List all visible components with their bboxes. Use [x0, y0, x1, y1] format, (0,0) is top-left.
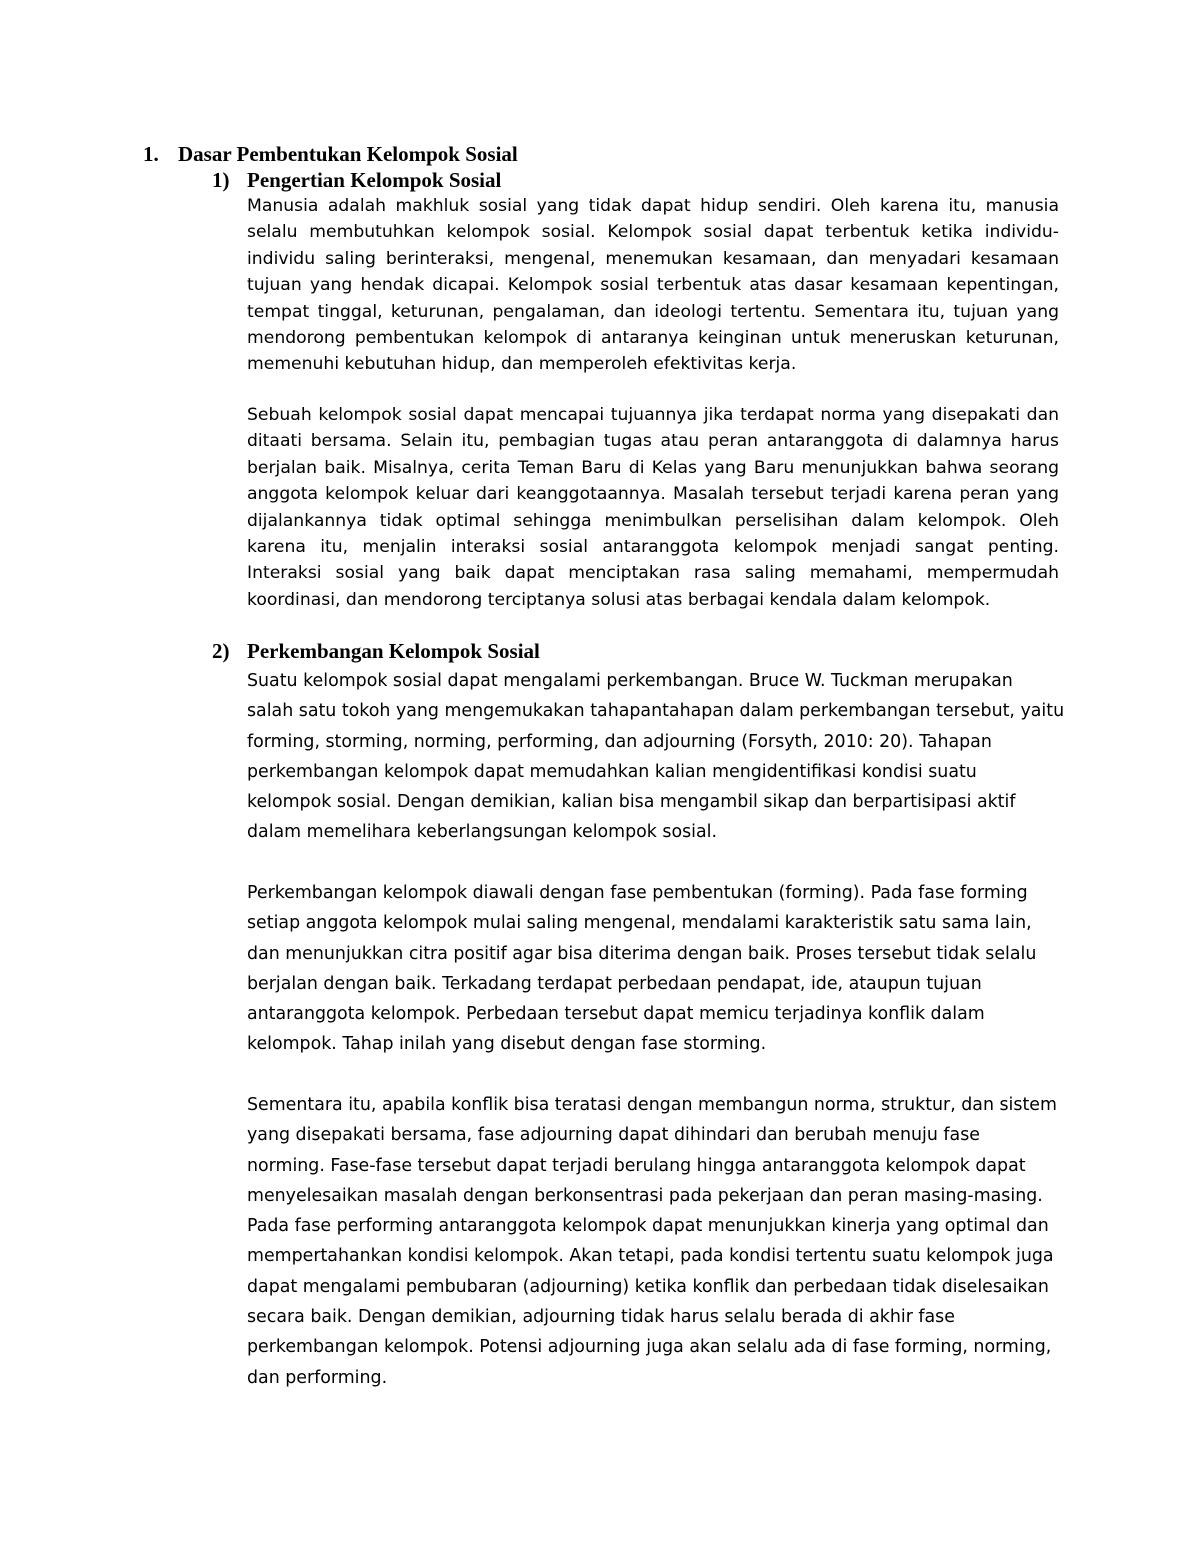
text-line: berjalan dengan baik. Terkadang terdapat perbedaan pendapat, ide, ataupun tujuan [247, 973, 982, 994]
subsection-title: Perkembangan Kelompok Sosial [247, 639, 540, 663]
paragraph-perkembangan-3 [247, 1090, 1059, 1393]
text-line: berjalan baik. Misalnya, cerita Teman Baru di Kelas yang Baru menunjukkan bahwa seorang [247, 457, 1059, 478]
section-number: 1. [143, 142, 159, 166]
section-heading [143, 141, 518, 168]
text-line: yang disepakati bersama, fase adjourning dapat dihindari dan berubah menuju fase [247, 1125, 980, 1146]
text-line: memenuhi kebutuhan hidup, dan memperoleh efektivitas kerja. [247, 354, 797, 375]
text-line: tempat tinggal, keturunan, pengalaman, dan ideologi tertentu. Sementara itu, tujuan yang [247, 301, 1059, 322]
text-line: dijalankannya tidak optimal sehingga menimbulkan perselisihan dalam kelompok. Oleh [247, 510, 1059, 531]
section-title: Dasar Pembentukan Kelompok Sosial [178, 142, 518, 166]
subsection-number: 1) [212, 168, 230, 192]
text-line: antaranggota kelompok. Perbedaan tersebut dapat memicu terjadinya konflik dalam [247, 1004, 985, 1025]
text-line: ditaati bersama. Selain itu, pembagian tugas atau peran antaranggota di dalamnya harus [247, 431, 1059, 452]
text-line: anggota kelompok keluar dari keanggotaannya. Masalah tersebut terjadi karena peran yang [247, 484, 1059, 505]
paragraph-pengertian-1 [247, 193, 1059, 378]
text-line: perkembangan kelompok. Potensi adjourning juga akan selalu ada di fase forming, norming, [247, 1337, 1052, 1358]
text-line: Sebuah kelompok sosial dapat mencapai tujuannya jika terdapat norma yang disepakati dan [247, 405, 1059, 425]
text-line: forming, storming, norming, performing, dan adjourning (Forsyth, 2010: 20). Tahapan [247, 731, 992, 752]
paragraph-pengertian-2 [247, 402, 1059, 613]
text-line: menyelesaikan masalah dengan berkonsentrasi pada pekerjaan dan peran masing-masing. [247, 1185, 1043, 1206]
paragraph-perkembangan-1 [247, 666, 1065, 848]
text-line: Interaksi sosial yang baik dapat menciptakan rasa saling memahami, mempermudah [247, 563, 1059, 584]
text-line: Pada fase performing antaranggota kelompok dapat menunjukkan kinerja yang optimal dan [247, 1216, 1049, 1237]
text-line: dan performing. [247, 1367, 388, 1388]
text-line: Suatu kelompok sosial dapat mengalami perkembangan. Bruce W. Tuckman merupakan [247, 671, 1013, 691]
text-line: setiap anggota kelompok mulai saling mengenal, mendalami karakteristik satu sama lain, [247, 913, 1032, 934]
text-line: norming. Fase-fase tersebut dapat terjadi berulang hingga antaranggota kelompok dapat [247, 1155, 1026, 1176]
text-line: mendorong pembentukan kelompok di antaranya keinginan untuk meneruskan keturunan, [247, 328, 1059, 349]
text-line: perkembangan kelompok dapat memudahkan kalian mengidentifikasi kondisi suatu [247, 761, 977, 782]
paragraph-perkembangan-2 [247, 878, 1059, 1060]
text-line: dalam memelihara keberlangsungan kelompok sosial. [247, 822, 717, 843]
subsection-number: 2) [212, 639, 230, 663]
text-line: dan menunjukkan citra positif agar bisa diterima dengan baik. Proses tersebut tidak selalu [247, 943, 1037, 964]
text-line: Perkembangan kelompok diawali dengan fase pembentukan (forming). Pada fase forming [247, 883, 1028, 903]
text-line: Sementara itu, apabila konflik bisa teratasi dengan membangun norma, struktur, dan sistem [247, 1095, 1057, 1115]
text-line: salah satu tokoh yang mengemukakan tahapantahapan dalam perkembangan tersebut, yaitu [247, 701, 1065, 722]
text-line: tujuan yang hendak dicapai. Kelompok sosial terbentuk atas dasar kesamaan kepentingan, [247, 275, 1059, 296]
text-line: karena itu, menjalin interaksi sosial antaranggota kelompok menjadi sangat penting. [247, 537, 1059, 558]
text-line: kelompok sosial. Dengan demikian, kalian bisa mengambil sikap dan berpartisipasi aktif [247, 792, 1016, 813]
text-line: kelompok. Tahap inilah yang disebut dengan fase storming. [247, 1034, 767, 1055]
text-line: dapat mengalami pembubaran (adjourning) ketika konflik dan perbedaan tidak diselesaikan [247, 1276, 1049, 1297]
text-line: Manusia adalah makhluk sosial yang tidak dapat hidup sendiri. Oleh karena itu, manusia [247, 196, 1059, 216]
text-line: selalu membutuhkan kelompok sosial. Kelompok sosial dapat terbentuk ketika individu- [247, 222, 1059, 243]
text-line: secara baik. Dengan demikian, adjourning tidak harus selalu berada di akhir fase [247, 1307, 955, 1328]
subsection-heading-pengertian [212, 167, 501, 194]
subsection-title: Pengertian Kelompok Sosial [247, 168, 502, 192]
text-line: koordinasi, dan mendorong terciptanya solusi atas berbagai kendala dalam kelompok. [247, 589, 991, 610]
text-line: individu saling berinteraksi, mengenal, menemukan kesamaan, dan menyadari kesamaan [247, 248, 1059, 269]
text-line: mempertahankan kondisi kelompok. Akan tetapi, pada kondisi tertentu suatu kelompok juga [247, 1246, 1054, 1267]
subsection-heading-perkembangan [212, 638, 540, 665]
